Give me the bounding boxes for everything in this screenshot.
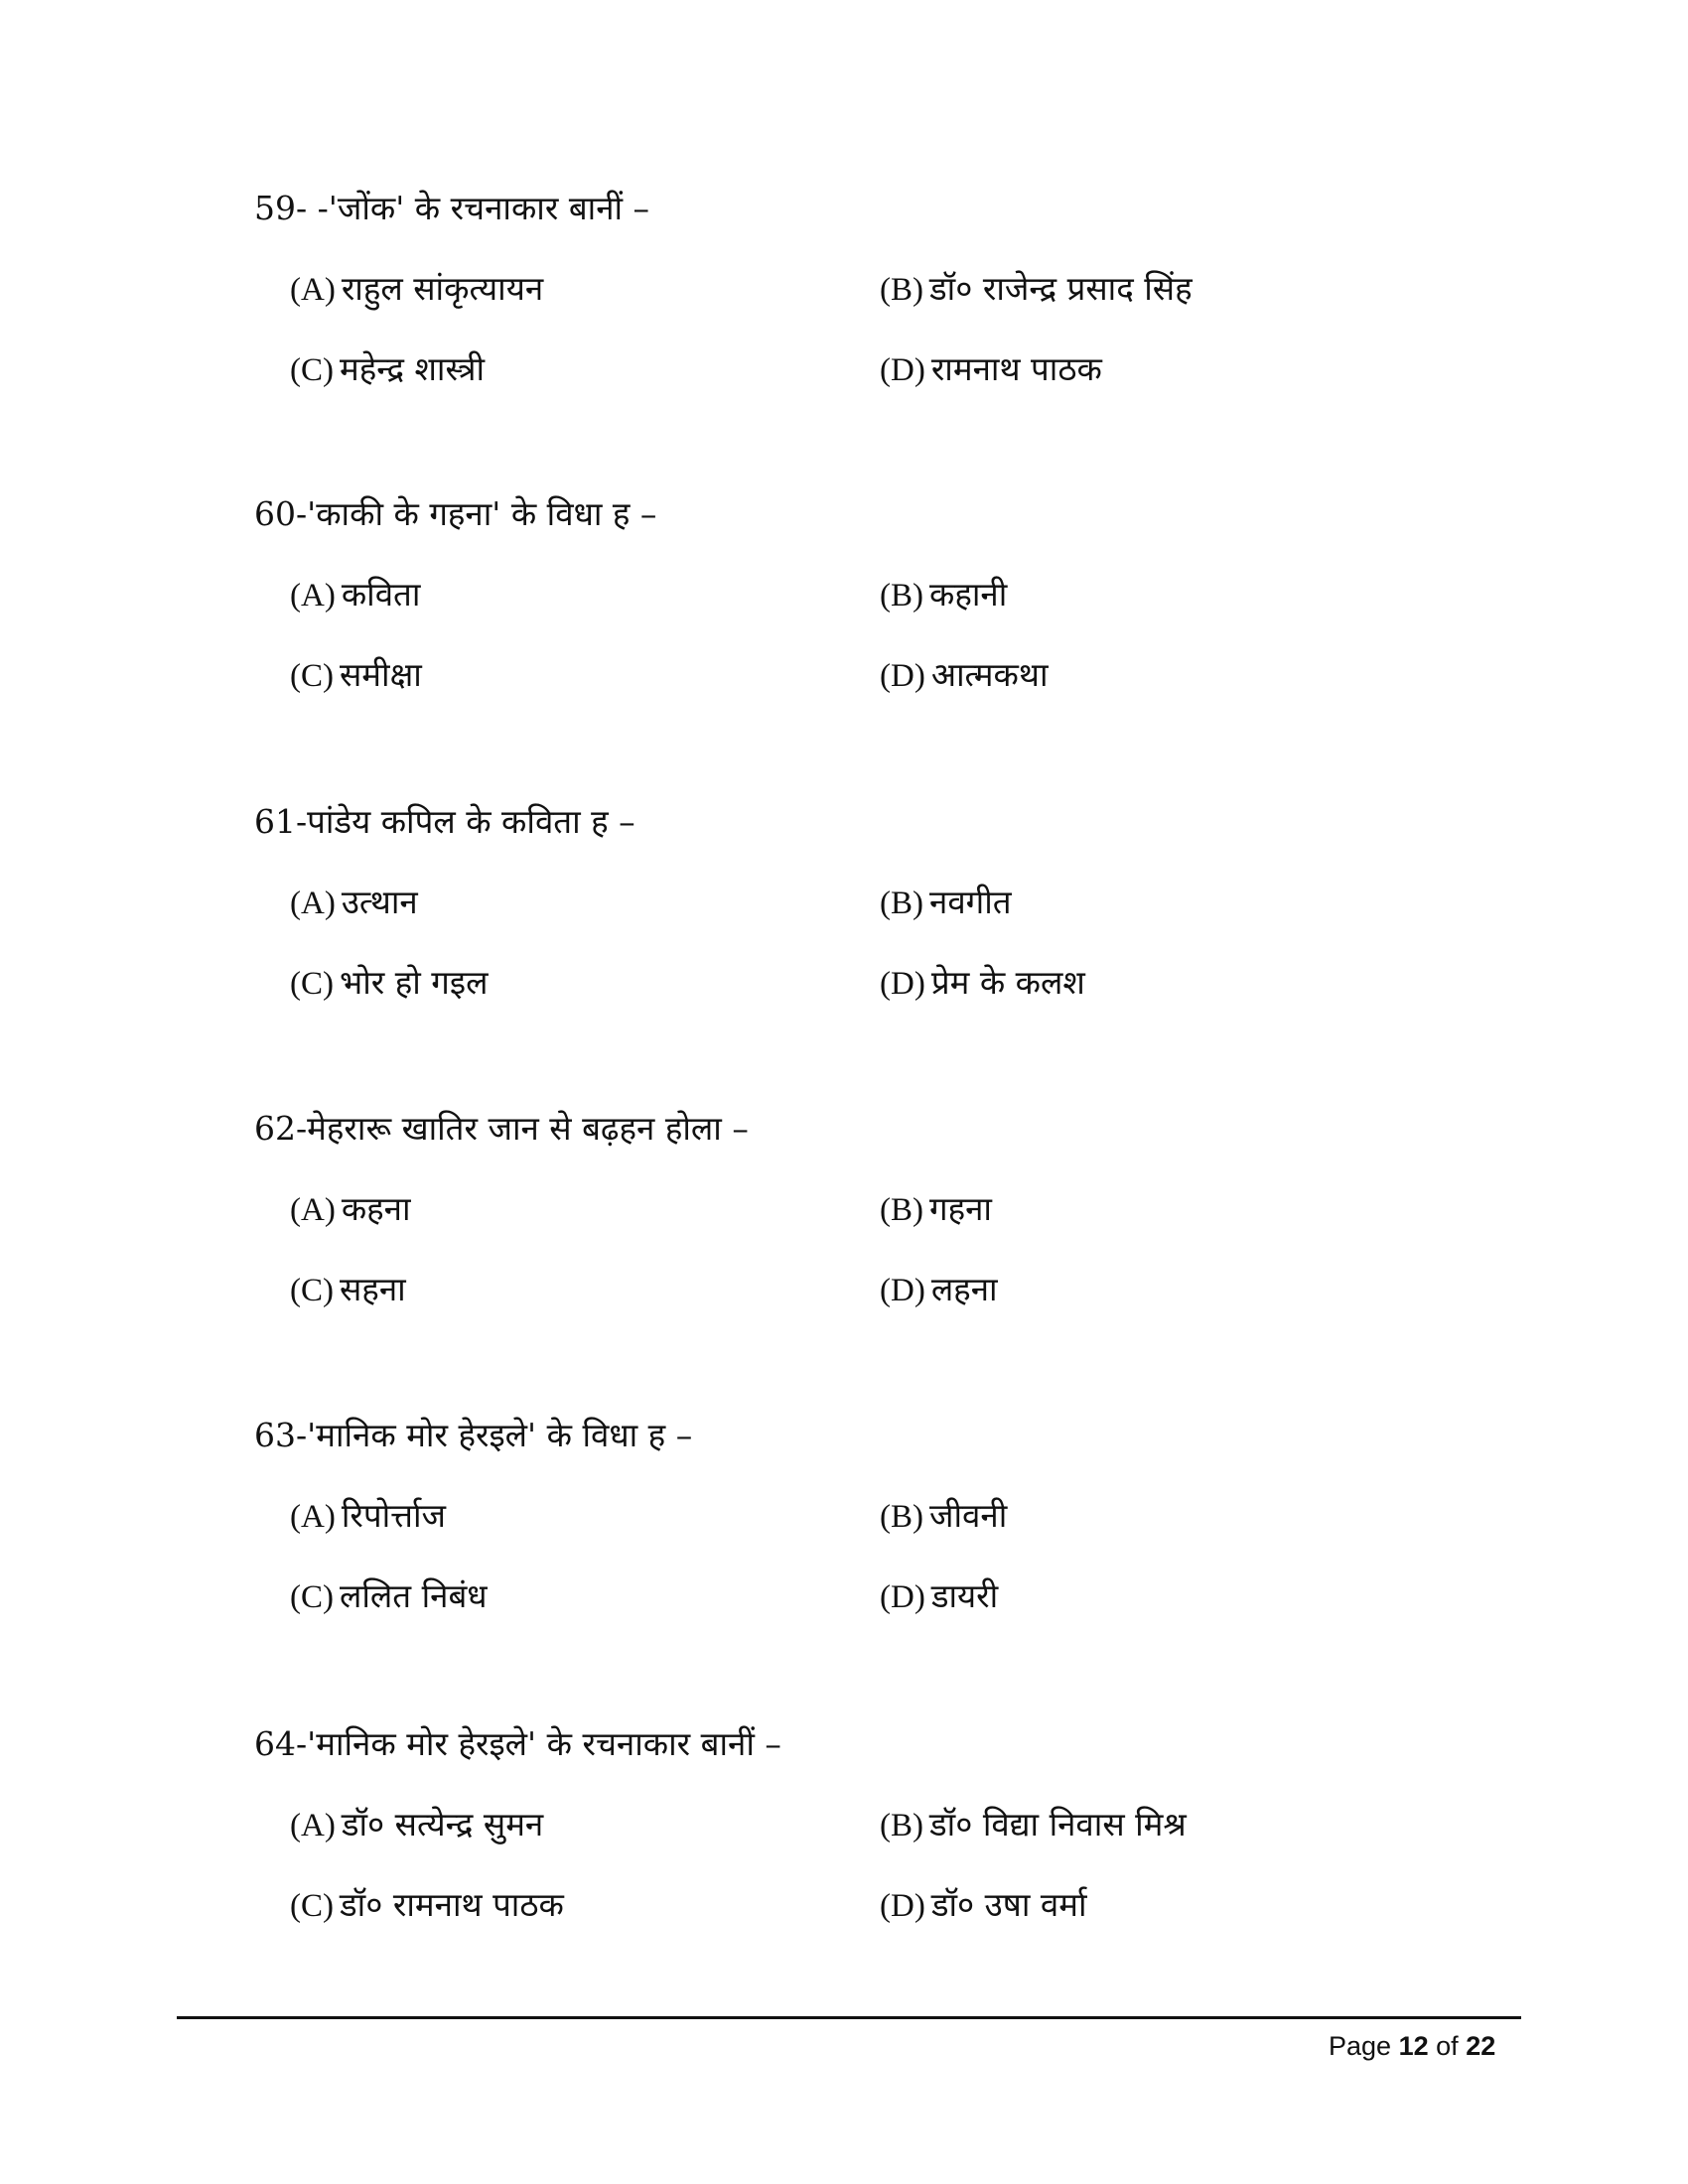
option-text: भोर हो गइल	[340, 963, 489, 1002]
option-b	[880, 1805, 1187, 1845]
page-prefix: Page	[1329, 2031, 1392, 2061]
option-a	[290, 883, 418, 923]
option-text: महेन्द्र शास्त्री	[340, 349, 486, 388]
option-c	[290, 1885, 564, 1926]
option-label: (C)	[290, 658, 334, 694]
option-text: प्रेम के कलश	[930, 963, 1085, 1002]
option-text: आत्मकथा	[930, 655, 1049, 694]
option-text: राहुल सांकृत्यायन	[341, 269, 544, 308]
option-text: रिपोर्त्ताज	[341, 1496, 446, 1535]
option-text: कविता	[341, 575, 421, 614]
option-text: नवगीत	[929, 883, 1012, 921]
option-text: डॉ० विद्या निवास मिश्र	[929, 1805, 1187, 1843]
option-c	[290, 1576, 488, 1617]
option-b	[880, 269, 1193, 310]
option-label: (B)	[880, 1499, 923, 1535]
option-text: सहना	[340, 1270, 406, 1308]
option-text: उत्थान	[341, 883, 418, 921]
option-label: (A)	[290, 886, 336, 921]
question-text: 63-'मानिक मोर हेरइले' के विधा ह –	[254, 1416, 693, 1454]
page-of: of	[1436, 2031, 1459, 2061]
option-label: (D)	[880, 1273, 925, 1308]
option-b	[880, 883, 1012, 923]
option-a	[290, 1189, 411, 1230]
option-b	[880, 1189, 992, 1230]
option-c	[290, 349, 485, 390]
option-text: डायरी	[930, 1576, 999, 1615]
question-text: 59- -'जोंक' के रचनाकार बानीं –	[254, 189, 650, 227]
option-a	[290, 269, 543, 310]
option-text: कहना	[341, 1189, 411, 1228]
footer-divider	[177, 2016, 1521, 2019]
option-a	[290, 575, 420, 615]
option-text: डॉ० सत्येन्द्र सुमन	[341, 1805, 544, 1843]
option-d	[880, 655, 1049, 696]
option-label: (B)	[880, 578, 923, 614]
option-text: रामनाथ पाठक	[930, 349, 1102, 388]
option-label: (A)	[290, 578, 336, 614]
option-text: कहानी	[929, 575, 1008, 614]
option-text: ललित निबंध	[340, 1576, 488, 1615]
question-text: 64-'मानिक मोर हेरइले' के रचनाकार बानीं –	[254, 1724, 781, 1763]
option-label: (B)	[880, 886, 923, 921]
option-b	[880, 1496, 1007, 1537]
option-text: डॉ० राजेन्द्र प्रसाद सिंह	[929, 269, 1193, 308]
option-c	[290, 1270, 406, 1310]
option-label: (D)	[880, 658, 925, 694]
page-current: 12	[1398, 2031, 1429, 2061]
option-text: समीक्षा	[340, 655, 422, 694]
option-text: लहना	[930, 1270, 998, 1308]
option-label: (A)	[290, 1808, 336, 1843]
option-label: (C)	[290, 1579, 334, 1615]
option-d	[880, 349, 1102, 390]
question-text: 62-मेहरारू खातिर जान से बढ़हन होला –	[254, 1109, 749, 1148]
option-label: (B)	[880, 1192, 923, 1228]
question-text: 60-'काकी के गहना' के विधा ह –	[254, 494, 657, 533]
option-c	[290, 963, 488, 1004]
option-d	[880, 1576, 998, 1617]
option-label: (D)	[880, 352, 925, 388]
page-total: 22	[1466, 2031, 1496, 2061]
option-label: (A)	[290, 1499, 336, 1535]
option-d	[880, 963, 1085, 1004]
option-label: (C)	[290, 352, 334, 388]
question-text: 61-पांडेय कपिल के कविता ह –	[254, 802, 635, 841]
option-label: (C)	[290, 1888, 334, 1924]
option-text: डॉ० उषा वर्मा	[930, 1885, 1087, 1924]
option-label: (A)	[290, 1192, 336, 1228]
option-c	[290, 655, 422, 696]
option-label: (C)	[290, 966, 334, 1002]
option-label: (B)	[880, 272, 923, 308]
option-text: डॉ० रामनाथ पाठक	[340, 1885, 564, 1924]
option-label: (A)	[290, 272, 336, 308]
option-label: (D)	[880, 1579, 925, 1615]
option-text: जीवनी	[929, 1496, 1008, 1535]
option-a	[290, 1805, 543, 1845]
option-label: (C)	[290, 1273, 334, 1308]
option-b	[880, 575, 1007, 615]
option-d	[880, 1885, 1087, 1926]
option-label: (D)	[880, 1888, 925, 1924]
option-d	[880, 1270, 998, 1310]
option-label: (D)	[880, 966, 925, 1002]
option-a	[290, 1496, 446, 1537]
option-label: (B)	[880, 1808, 923, 1843]
page-number	[1329, 2029, 1495, 2063]
option-text: गहना	[929, 1189, 992, 1228]
